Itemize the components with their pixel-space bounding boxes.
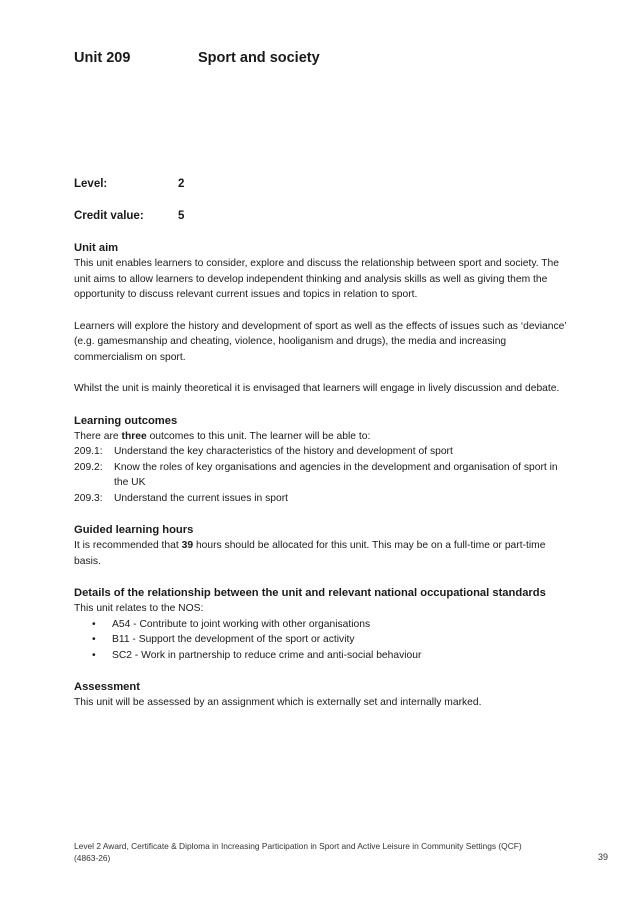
learning-outcomes-section [74, 413, 574, 507]
guided-hours-value: 39 [181, 540, 194, 551]
nos-list [74, 617, 574, 664]
guided-hours-text: It is recommended that 39 hours should be allocated for this unit. This may be on a full-time or part-time basis. [74, 540, 546, 567]
outcome-text: Understand the current issues in sport [114, 492, 288, 504]
outcome-number: 209.2: [74, 461, 103, 473]
level-label: Level: [74, 178, 108, 190]
page-footer [74, 840, 574, 864]
nos-item-text: SC2 - Work in partnership to reduce crime and anti-social behaviour [112, 649, 422, 661]
outcome-item [74, 444, 574, 460]
unit-aim-paragraph-2: Learners will explore the history and development of sport as well as the effects of issues such as ‘deviance’ (e.g. gamesmanship and cheating, violence, hooliganism and drugs), the media and increasing commercialism on sport. [74, 320, 567, 363]
bullet-icon: • [92, 634, 96, 645]
unit-content [74, 240, 574, 711]
unit-aim-section [74, 240, 574, 397]
assessment-heading: Assessment [74, 681, 140, 693]
nos-item [74, 648, 574, 664]
page-number: 39 [597, 852, 608, 862]
outcome-text: Know the roles of key organisations and agencies in the development and organisation of sport in the UK [114, 461, 558, 488]
level-value: 2 [178, 178, 185, 190]
outcome-item [74, 460, 574, 491]
nos-item [74, 632, 574, 648]
outcome-number: 209.1: [74, 446, 103, 457]
outcome-number: 209.3: [74, 492, 103, 504]
outcome-count: three [121, 430, 147, 442]
nos-intro: This unit relates to the NOS: [74, 603, 204, 614]
guided-hours-section [74, 522, 574, 569]
credit-label: Credit value: [74, 210, 144, 222]
bullet-icon: • [92, 649, 96, 661]
bullet-icon: • [92, 618, 96, 630]
learning-outcomes-heading: Learning outcomes [74, 414, 178, 427]
outcome-text: Understand the key characteristics of the history and development of sport [114, 446, 453, 457]
assessment-text: This unit will be assessed by an assignment which is externally set and internally marked. [74, 697, 482, 708]
nos-item-text: A54 - Contribute to joint working with other organisations [112, 618, 371, 630]
footer-qualification-title: Level 2 Award, Certificate & Diploma in Increasing Participation in Sport and Active Leisure in Community Settings (QCF) [74, 841, 522, 851]
nos-heading: Details of the relationship between the unit and relevant national occupational standards [74, 587, 546, 599]
unit-aim-paragraph-1: This unit enables learners to consider, explore and discuss the relationship between sport and society. The unit aims to allow learners to develop independent thinking and analysis skills as well as giving them the opportunity to discuss relevant current issues and topics in relation to sport. [74, 258, 559, 300]
nos-item-text: B11 - Support the development of the sport or activity [112, 634, 355, 645]
nos-item [74, 617, 574, 633]
outcome-item [74, 491, 574, 507]
unit-aim-paragraph-3: Whilst the unit is mainly theoretical it is envisaged that learners will engage in lively discussion and debate. [74, 383, 560, 394]
unit-number: Unit 209 [74, 50, 131, 66]
credit-value: 5 [178, 210, 185, 222]
guided-hours-heading: Guided learning hours [74, 524, 194, 536]
assessment-section [74, 679, 574, 711]
footer-qualification-code: (4863-26) [74, 853, 111, 863]
nos-section [74, 585, 574, 663]
unit-title: Sport and society [198, 50, 320, 66]
unit-aim-heading: Unit aim [74, 242, 119, 254]
learning-outcomes-intro: There are three outcomes to this unit. The learner will be able to: [74, 430, 371, 442]
